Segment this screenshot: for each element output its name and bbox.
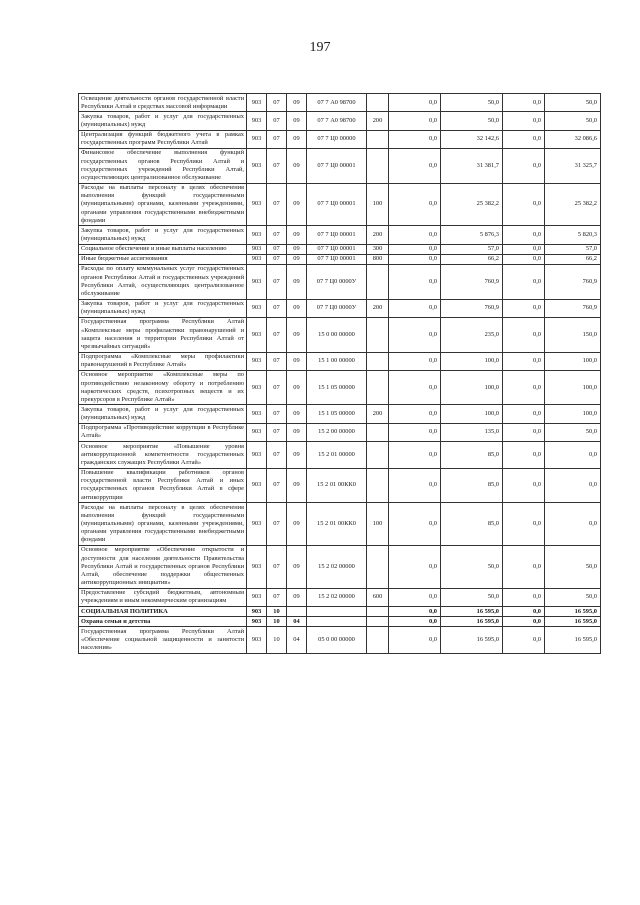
value-2: 16 595,0: [441, 617, 503, 627]
value-2: 85,0: [441, 503, 503, 546]
subsection-code: 04: [287, 627, 307, 653]
expense-type: [367, 423, 389, 441]
value-4: 50,0: [545, 588, 601, 606]
table-row: [79, 254, 601, 264]
row-name: Закупка товаров, работ и услуг для государственных (муниципальных) нужд: [79, 226, 247, 244]
value-3: 0,0: [503, 244, 545, 254]
value-3: 0,0: [503, 588, 545, 606]
value-4: 50,0: [545, 423, 601, 441]
section-code: 07: [267, 130, 287, 148]
target-article: 15 0 00 00000: [307, 317, 367, 352]
subsection-code: 09: [287, 370, 307, 405]
ministry-code: 903: [247, 468, 267, 503]
expense-type: [367, 617, 389, 627]
subsection-code: [287, 607, 307, 617]
value-4: 760,9: [545, 299, 601, 317]
ministry-code: 903: [247, 370, 267, 405]
table-row: [79, 352, 601, 370]
row-name: Освещение деятельности органов государственной власти Республики Алтай в средствах массовой информации: [79, 94, 247, 112]
value-3: 0,0: [503, 112, 545, 130]
value-4: 100,0: [545, 405, 601, 423]
expense-type: [367, 148, 389, 183]
section-code: 07: [267, 183, 287, 226]
value-1: 0,0: [389, 370, 441, 405]
budget-table: [78, 93, 601, 654]
value-2: 100,0: [441, 370, 503, 405]
value-3: 0,0: [503, 264, 545, 299]
subsection-code: 09: [287, 299, 307, 317]
value-2: 235,0: [441, 317, 503, 352]
value-1: 0,0: [389, 112, 441, 130]
expense-type: 200: [367, 405, 389, 423]
value-4: 16 595,0: [545, 617, 601, 627]
value-3: 0,0: [503, 299, 545, 317]
expense-type: 100: [367, 183, 389, 226]
target-article: 07 7 А0 98700: [307, 94, 367, 112]
value-2: 16 595,0: [441, 607, 503, 617]
ministry-code: 903: [247, 226, 267, 244]
value-1: 0,0: [389, 442, 441, 468]
expense-type: 200: [367, 299, 389, 317]
value-4: 57,0: [545, 244, 601, 254]
table-row: [79, 405, 601, 423]
value-2: 31 381,7: [441, 148, 503, 183]
target-article: 07 7 А0 98700: [307, 112, 367, 130]
value-3: 0,0: [503, 226, 545, 244]
table-row: [79, 617, 601, 627]
subsection-code: 09: [287, 226, 307, 244]
value-2: 50,0: [441, 112, 503, 130]
value-3: 0,0: [503, 317, 545, 352]
target-article: 07 7 Ц0 00001: [307, 183, 367, 226]
target-article: 15 2 01 00000: [307, 442, 367, 468]
ministry-code: 903: [247, 503, 267, 546]
section-code: 10: [267, 627, 287, 653]
value-1: 0,0: [389, 423, 441, 441]
table-row: [79, 183, 601, 226]
subsection-code: 09: [287, 545, 307, 588]
value-3: 0,0: [503, 627, 545, 653]
subsection-code: 09: [287, 317, 307, 352]
table-row: [79, 503, 601, 546]
value-1: 0,0: [389, 254, 441, 264]
table-row: [79, 226, 601, 244]
value-1: 0,0: [389, 617, 441, 627]
expense-type: [367, 627, 389, 653]
ministry-code: 903: [247, 130, 267, 148]
target-article: 07 7 Ц0 00001: [307, 244, 367, 254]
value-2: 100,0: [441, 352, 503, 370]
expense-type: 300: [367, 244, 389, 254]
section-code: 07: [267, 370, 287, 405]
ministry-code: 903: [247, 244, 267, 254]
row-name: СОЦИАЛЬНАЯ ПОЛИТИКА: [79, 607, 247, 617]
ministry-code: 903: [247, 607, 267, 617]
value-1: 0,0: [389, 545, 441, 588]
section-code: 07: [267, 94, 287, 112]
row-name: Финансовое обеспечение выполнения функций государственных органов Республики Алтай и государственных учреждений Республики Алтай, осуществляющих централизованное обслуживание: [79, 148, 247, 183]
expense-type: 100: [367, 503, 389, 546]
value-1: 0,0: [389, 503, 441, 546]
ministry-code: 903: [247, 264, 267, 299]
value-4: 100,0: [545, 370, 601, 405]
value-1: 0,0: [389, 130, 441, 148]
table-row: [79, 299, 601, 317]
expense-type: [367, 442, 389, 468]
section-code: 07: [267, 423, 287, 441]
ministry-code: 903: [247, 299, 267, 317]
value-3: 0,0: [503, 94, 545, 112]
row-name: Иные бюджетные ассигнования: [79, 254, 247, 264]
value-1: 0,0: [389, 148, 441, 183]
value-4: 50,0: [545, 94, 601, 112]
row-name: Закупка товаров, работ и услуг для государственных (муниципальных) нужд: [79, 112, 247, 130]
target-article: 15 2 01 00КК0: [307, 503, 367, 546]
subsection-code: 09: [287, 94, 307, 112]
subsection-code: 09: [287, 503, 307, 546]
value-3: 0,0: [503, 148, 545, 183]
section-code: 10: [267, 607, 287, 617]
section-code: 07: [267, 244, 287, 254]
target-article: 15 2 02 00000: [307, 545, 367, 588]
expense-type: 200: [367, 226, 389, 244]
subsection-code: 09: [287, 112, 307, 130]
subsection-code: 09: [287, 352, 307, 370]
value-4: 25 382,2: [545, 183, 601, 226]
table-row: [79, 317, 601, 352]
value-3: 0,0: [503, 545, 545, 588]
ministry-code: 903: [247, 352, 267, 370]
value-3: 0,0: [503, 130, 545, 148]
expense-type: [367, 94, 389, 112]
value-2: 85,0: [441, 442, 503, 468]
value-3: 0,0: [503, 183, 545, 226]
value-4: 5 820,3: [545, 226, 601, 244]
row-name: Расходы на выплаты персоналу в целях обеспечения выполнения функций государственными (муниципальными) органами, казенными учреждениями, органами управления государственными внебюджетными фондами: [79, 503, 247, 546]
row-name: Расходы по оплату коммунальных услуг государственных органов Республики Алтай и государственных учреждений Республики Алтай, осуществляющих централизованное обслуживание: [79, 264, 247, 299]
section-code: 07: [267, 352, 287, 370]
subsection-code: 09: [287, 442, 307, 468]
value-3: 0,0: [503, 442, 545, 468]
expense-type: [367, 545, 389, 588]
ministry-code: 903: [247, 627, 267, 653]
target-article: 15 1 00 00000: [307, 352, 367, 370]
ministry-code: 903: [247, 317, 267, 352]
value-1: 0,0: [389, 627, 441, 653]
subsection-code: 09: [287, 264, 307, 299]
value-2: 5 876,3: [441, 226, 503, 244]
value-2: 135,0: [441, 423, 503, 441]
row-name: Социальное обеспечение и иные выплаты населению: [79, 244, 247, 254]
row-name: Подпрограмма «Комплексные меры профилактики правонарушений в Республике Алтай»: [79, 352, 247, 370]
table-row: [79, 112, 601, 130]
value-4: 0,0: [545, 468, 601, 503]
target-article: 15 2 01 00КК0: [307, 468, 367, 503]
value-2: 16 595,0: [441, 627, 503, 653]
value-1: 0,0: [389, 588, 441, 606]
value-4: 50,0: [545, 545, 601, 588]
subsection-code: 09: [287, 588, 307, 606]
subsection-code: 09: [287, 244, 307, 254]
table-row: [79, 588, 601, 606]
section-code: 07: [267, 317, 287, 352]
value-4: 31 325,7: [545, 148, 601, 183]
ministry-code: 903: [247, 148, 267, 183]
section-code: 07: [267, 299, 287, 317]
section-code: 07: [267, 264, 287, 299]
value-4: 150,0: [545, 317, 601, 352]
value-4: 760,9: [545, 264, 601, 299]
section-code: 07: [267, 254, 287, 264]
row-name: Основное мероприятие «Повышение уровня антикоррупционной компетентности государственных гражданских служащих Республики Алтай»: [79, 442, 247, 468]
value-3: 0,0: [503, 617, 545, 627]
expense-type: 200: [367, 112, 389, 130]
target-article: 07 7 Ц0 00000: [307, 130, 367, 148]
value-2: 25 382,2: [441, 183, 503, 226]
expense-type: [367, 468, 389, 503]
subsection-code: 09: [287, 148, 307, 183]
section-code: 07: [267, 148, 287, 183]
value-2: 66,2: [441, 254, 503, 264]
subsection-code: 09: [287, 183, 307, 226]
value-1: 0,0: [389, 226, 441, 244]
row-name: Государственная программа Республики Алтай «Комплексные меры профилактики правонарушений и защита населения и территории Республики Алтай от чрезвычайных ситуаций»: [79, 317, 247, 352]
section-code: 10: [267, 617, 287, 627]
target-article: 07 7 Ц0 0000У: [307, 299, 367, 317]
target-article: 05 0 00 00000: [307, 627, 367, 653]
target-article: 15 1 05 00000: [307, 370, 367, 405]
ministry-code: 903: [247, 442, 267, 468]
value-4: 100,0: [545, 352, 601, 370]
section-code: 07: [267, 545, 287, 588]
value-2: 32 142,6: [441, 130, 503, 148]
ministry-code: 903: [247, 254, 267, 264]
row-name: Закупка товаров, работ и услуг для государственных (муниципальных) нужд: [79, 299, 247, 317]
table-row: [79, 148, 601, 183]
target-article: 07 7 Ц0 00001: [307, 148, 367, 183]
table-row: [79, 627, 601, 653]
value-2: 85,0: [441, 468, 503, 503]
target-article: 15 1 05 00000: [307, 405, 367, 423]
value-2: 57,0: [441, 244, 503, 254]
section-code: 07: [267, 503, 287, 546]
target-article: [307, 617, 367, 627]
expense-type: 600: [367, 588, 389, 606]
value-2: 760,9: [441, 264, 503, 299]
ministry-code: 903: [247, 545, 267, 588]
section-code: 07: [267, 405, 287, 423]
value-3: 0,0: [503, 405, 545, 423]
expense-type: [367, 317, 389, 352]
value-4: 66,2: [545, 254, 601, 264]
row-name: Повышение квалификации работников органов государственной власти Республики Алтай и иных государственных органов Республики Алтай в сфере антикоррупции: [79, 468, 247, 503]
section-code: 07: [267, 442, 287, 468]
subsection-code: 09: [287, 130, 307, 148]
value-4: 50,0: [545, 112, 601, 130]
expense-type: [367, 352, 389, 370]
expense-type: [367, 370, 389, 405]
value-1: 0,0: [389, 468, 441, 503]
value-4: 16 595,0: [545, 627, 601, 653]
section-code: 07: [267, 468, 287, 503]
table-row: [79, 264, 601, 299]
target-article: [307, 607, 367, 617]
row-name: Предоставление субсидий бюджетным, автономным учреждениям и иным некоммерческим организациям: [79, 588, 247, 606]
value-2: 50,0: [441, 94, 503, 112]
page-number: 197: [309, 40, 331, 55]
subsection-code: 04: [287, 617, 307, 627]
target-article: 07 7 Ц0 00001: [307, 226, 367, 244]
row-name: Подпрограмма «Противодействие коррупции в Республике Алтай»: [79, 423, 247, 441]
target-article: 15 2 02 00000: [307, 588, 367, 606]
row-name: Централизация функций бюджетного учета в рамках государственных программ Республики Алтай: [79, 130, 247, 148]
table-row: [79, 468, 601, 503]
value-1: 0,0: [389, 244, 441, 254]
ministry-code: 903: [247, 112, 267, 130]
value-3: 0,0: [503, 352, 545, 370]
table-row: [79, 545, 601, 588]
value-2: 50,0: [441, 588, 503, 606]
expense-type: [367, 264, 389, 299]
value-1: 0,0: [389, 607, 441, 617]
value-1: 0,0: [389, 317, 441, 352]
table-row: [79, 423, 601, 441]
ministry-code: 903: [247, 183, 267, 226]
value-1: 0,0: [389, 183, 441, 226]
value-1: 0,0: [389, 405, 441, 423]
section-code: 07: [267, 226, 287, 244]
ministry-code: 903: [247, 423, 267, 441]
ministry-code: 903: [247, 617, 267, 627]
row-name: Расходы на выплаты персоналу в целях обеспечения выполнения функций государственными (муниципальными) органами, казенными учреждениями, органами управления государственными внебюджетными фондами: [79, 183, 247, 226]
row-name: Основное мероприятие «Комплексные меры по противодействию незаконному обороту и потреблению наркотических средств, психотропных веществ и их прекурсоров в Республике Алтай»: [79, 370, 247, 405]
target-article: 07 7 Ц0 00001: [307, 254, 367, 264]
value-2: 50,0: [441, 545, 503, 588]
value-1: 0,0: [389, 352, 441, 370]
value-4: 0,0: [545, 503, 601, 546]
value-3: 0,0: [503, 468, 545, 503]
table-row: [79, 244, 601, 254]
value-1: 0,0: [389, 94, 441, 112]
value-4: 16 595,0: [545, 607, 601, 617]
value-3: 0,0: [503, 254, 545, 264]
expense-type: [367, 130, 389, 148]
section-code: 07: [267, 588, 287, 606]
row-name: Основное мероприятие «Обеспечение открытости и доступности для населения деятельности Правительства Республики Алтай и государственных органов Республики Алтай, обеспечение поддержки общественных антикоррупционных инициатив»: [79, 545, 247, 588]
value-3: 0,0: [503, 423, 545, 441]
value-2: 100,0: [441, 405, 503, 423]
value-2: 760,9: [441, 299, 503, 317]
ministry-code: 903: [247, 588, 267, 606]
table-row: [79, 607, 601, 617]
value-1: 0,0: [389, 299, 441, 317]
ministry-code: 903: [247, 405, 267, 423]
table-row: [79, 442, 601, 468]
target-article: 07 7 Ц0 0000У: [307, 264, 367, 299]
value-4: 0,0: [545, 442, 601, 468]
section-code: 07: [267, 112, 287, 130]
table-row: [79, 130, 601, 148]
table-row: [79, 370, 601, 405]
value-3: 0,0: [503, 607, 545, 617]
subsection-code: 09: [287, 468, 307, 503]
value-1: 0,0: [389, 264, 441, 299]
expense-type: [367, 607, 389, 617]
subsection-code: 09: [287, 405, 307, 423]
row-name: Закупка товаров, работ и услуг для государственных (муниципальных) нужд: [79, 405, 247, 423]
row-name: Государственная программа Республики Алтай «Обеспечение социальной защищенности и занятости населения»: [79, 627, 247, 653]
expense-type: 800: [367, 254, 389, 264]
value-3: 0,0: [503, 503, 545, 546]
ministry-code: 903: [247, 94, 267, 112]
subsection-code: 09: [287, 423, 307, 441]
target-article: 15 2 00 00000: [307, 423, 367, 441]
table-row: [79, 94, 601, 112]
row-name: Охрана семьи и детства: [79, 617, 247, 627]
value-3: 0,0: [503, 370, 545, 405]
value-4: 32 086,6: [545, 130, 601, 148]
subsection-code: 09: [287, 254, 307, 264]
